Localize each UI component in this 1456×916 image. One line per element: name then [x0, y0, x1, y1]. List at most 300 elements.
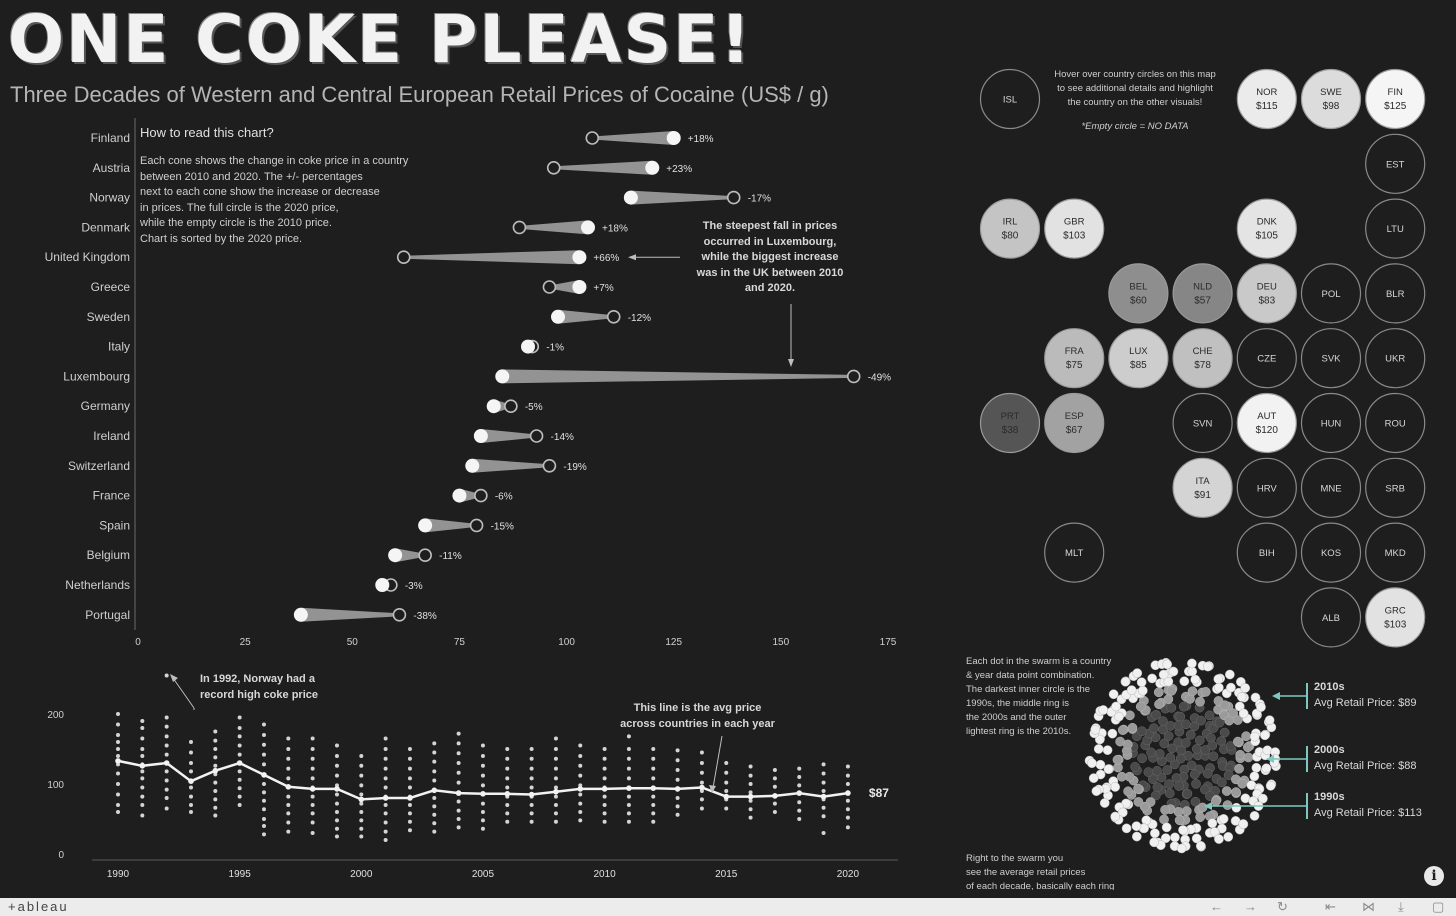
country-year-dot	[408, 776, 412, 780]
country-year-dot	[213, 764, 217, 768]
country-year-dot	[797, 800, 801, 804]
country-year-dot	[286, 795, 290, 799]
country-year-dot	[505, 811, 509, 815]
country-year-dot	[335, 744, 339, 748]
fullscreen-icon[interactable]: ▢	[1432, 899, 1445, 914]
country-year-dot	[457, 817, 461, 821]
country-code: DNK	[1256, 216, 1277, 228]
country-tile-prt[interactable]	[981, 394, 1040, 453]
swarm-dot	[1186, 730, 1195, 739]
swarm-dot	[1137, 678, 1146, 687]
country-tile-nld[interactable]	[1173, 264, 1232, 323]
country-year-dot	[286, 811, 290, 815]
swarm-dot	[1183, 789, 1192, 798]
country-year-dot	[651, 757, 655, 761]
country-year-dot	[262, 723, 266, 727]
swarm-dot	[1150, 838, 1159, 847]
average-price-point	[188, 778, 194, 784]
x-tick-label: 2010	[593, 869, 616, 880]
swarm-dot	[1234, 764, 1243, 773]
swarm-bottom-note	[966, 852, 1116, 890]
swarm-dot	[1236, 750, 1245, 759]
country-year-dot	[311, 821, 315, 825]
country-year-dot	[384, 811, 388, 815]
country-code: GRC	[1384, 605, 1406, 617]
country-tile-hrv[interactable]	[1237, 458, 1296, 517]
country-code: PRT	[1000, 411, 1020, 422]
country-year-dot	[384, 821, 388, 825]
dot-2010	[513, 221, 525, 233]
country-code: ISL	[1002, 94, 1018, 106]
country-year-dot	[262, 799, 266, 803]
dot-2020	[418, 518, 432, 532]
tableau-logo[interactable]: +ableau	[8, 899, 69, 914]
country-year-dot	[822, 781, 826, 785]
swarm-dot	[1137, 727, 1146, 736]
average-price-point	[407, 795, 413, 801]
price-change-chart	[0, 118, 905, 658]
country-tile-alb[interactable]	[1302, 588, 1361, 647]
swarm-dot	[1179, 702, 1188, 711]
decade-avg-price: Avg Retail Price: $113	[1314, 807, 1422, 819]
swarm-dot	[1187, 659, 1196, 668]
swarm-dot	[1165, 789, 1174, 798]
info-icon[interactable]: i	[1424, 866, 1444, 886]
country-label: Germany	[80, 399, 130, 414]
country-year-dot	[359, 818, 363, 822]
swarm-dot	[1180, 677, 1189, 686]
country-tile-gbr[interactable]	[1045, 199, 1104, 258]
country-tile-isl[interactable]	[981, 70, 1040, 129]
swarm-note-line: Each dot in the swarm is a country	[966, 656, 1112, 667]
country-code: KOS	[1320, 548, 1342, 560]
country-year-dot	[481, 783, 485, 787]
country-year-dot	[408, 786, 412, 790]
country-tile-lux[interactable]	[1109, 329, 1168, 388]
country-tile-bih[interactable]	[1237, 523, 1296, 582]
country-label: Denmark	[81, 220, 130, 235]
back-icon[interactable]: ←	[1210, 899, 1223, 914]
country-year-dot	[311, 803, 315, 807]
average-price-point	[140, 763, 146, 769]
country-tile-esp[interactable]	[1045, 394, 1104, 453]
swarm-dot	[1208, 819, 1217, 828]
country-year-dot	[822, 831, 826, 835]
country-year-dot	[773, 802, 777, 806]
country-circle	[981, 199, 1040, 258]
dot-2020	[474, 429, 488, 443]
average-price-point	[772, 793, 778, 799]
country-tile-mlt[interactable]	[1045, 523, 1104, 582]
swarm-dot	[1170, 833, 1179, 842]
country-year-dot	[505, 776, 509, 780]
country-year-dot	[530, 776, 534, 780]
country-circle	[1109, 264, 1168, 323]
country-tile-nor[interactable]	[1237, 70, 1296, 129]
dot-2010	[548, 162, 560, 174]
country-tile-irl[interactable]	[981, 199, 1040, 258]
country-tile-ita[interactable]	[1173, 458, 1232, 517]
country-year-dot	[359, 835, 363, 839]
country-code: UKR	[1385, 353, 1406, 365]
country-year-dot	[359, 827, 363, 831]
country-year-dot	[457, 800, 461, 804]
download-icon[interactable]: ⤓	[1398, 899, 1404, 914]
country-year-dot	[359, 793, 363, 797]
country-label: Netherlands	[65, 578, 130, 592]
country-year-dot	[384, 757, 388, 761]
country-tile-ukr[interactable]	[1366, 329, 1425, 388]
norway-arrow	[173, 678, 194, 708]
how-to-read-line: Chart is sorted by the 2020 price.	[140, 232, 303, 245]
country-year-dot	[262, 733, 266, 737]
country-tile-est[interactable]	[1366, 134, 1425, 193]
price-cone	[481, 429, 537, 443]
country-year-dot	[359, 764, 363, 768]
country-year-dot	[213, 814, 217, 818]
country-year-dot	[384, 838, 388, 842]
dot-2020	[624, 191, 638, 205]
country-year-dot	[530, 757, 534, 761]
swarm-dot	[1231, 787, 1240, 796]
country-tile-hun[interactable]	[1302, 394, 1361, 453]
country-year-dot	[140, 803, 144, 807]
country-label: United Kingdom	[44, 250, 130, 265]
country-year-dot	[651, 803, 655, 807]
swarm-dot	[1096, 760, 1105, 769]
average-price-point	[626, 785, 632, 791]
country-year-dot	[165, 674, 169, 678]
swarm-dot	[1144, 767, 1153, 776]
x-tick-label: 100	[558, 637, 575, 648]
country-year-dot	[676, 804, 680, 808]
country-label: Sweden	[86, 309, 130, 324]
country-year-dot	[165, 788, 169, 792]
annotation-line: The steepest fall in prices	[702, 220, 838, 232]
average-price-point	[602, 786, 608, 792]
country-price: $115	[1256, 101, 1278, 112]
country-year-dot	[286, 776, 290, 780]
country-year-dot	[651, 776, 655, 780]
country-code: EST	[1385, 159, 1405, 171]
country-year-dot	[432, 769, 436, 773]
country-year-dot	[335, 764, 339, 768]
swarm-dot	[1250, 732, 1259, 741]
country-year-dot	[530, 786, 534, 790]
country-year-dot	[530, 811, 534, 815]
dot-2010	[471, 519, 483, 531]
country-price: $78	[1194, 360, 1211, 372]
country-tile-srb[interactable]	[1366, 458, 1425, 517]
swarm-dot	[1239, 819, 1248, 828]
average-price-point	[286, 784, 292, 790]
change-label: +18%	[602, 223, 628, 235]
reset-icon[interactable]: ⇤	[1325, 899, 1336, 914]
country-year-dot	[335, 802, 339, 806]
revert-icon[interactable]: ↻	[1277, 899, 1288, 914]
country-year-dot	[262, 807, 266, 811]
country-year-dot	[578, 764, 582, 768]
country-year-dot	[846, 807, 850, 811]
country-year-dot	[676, 778, 680, 782]
country-tile-fin[interactable]	[1366, 70, 1425, 129]
country-circle	[1045, 329, 1104, 388]
decade-avg-price: Avg Retail Price: $89	[1314, 697, 1417, 709]
country-year-dot	[749, 782, 753, 786]
country-year-dot	[165, 796, 169, 800]
country-code: DEU	[1256, 281, 1277, 293]
dot-2010	[728, 192, 740, 204]
country-code: ITA	[1195, 475, 1210, 487]
swarm-dot	[1164, 695, 1173, 704]
average-price-point	[456, 790, 462, 796]
swarm-dot	[1177, 844, 1186, 853]
country-tile-fra[interactable]	[1045, 329, 1104, 388]
swarm-dot	[1149, 724, 1158, 733]
country-year-dot	[432, 751, 436, 755]
x-tick-label: 150	[772, 637, 790, 648]
dot-2010	[848, 370, 860, 382]
country-year-dot	[432, 760, 436, 764]
average-price-point	[310, 786, 316, 792]
change-label: -6%	[494, 491, 513, 503]
swarm-dot	[1152, 766, 1161, 775]
swarm-dot	[1108, 729, 1117, 738]
country-label: Portugal	[85, 607, 130, 622]
change-label: +7%	[593, 283, 614, 294]
country-year-dot	[457, 809, 461, 813]
country-year-dot	[846, 825, 850, 829]
country-year-dot	[262, 782, 266, 786]
country-tile-blr[interactable]	[1366, 264, 1425, 323]
swarm-dot	[1175, 816, 1184, 825]
avg-line-arrow	[713, 736, 722, 788]
country-code: HUN	[1320, 418, 1342, 430]
country-year-dot	[651, 795, 655, 799]
country-year-dot	[213, 730, 217, 734]
country-tile-mkd[interactable]	[1366, 523, 1425, 582]
country-tile-cze[interactable]	[1237, 329, 1296, 388]
country-year-dot	[335, 754, 339, 758]
country-year-dot	[651, 820, 655, 824]
swarm-dot	[1099, 705, 1108, 714]
country-year-dot	[627, 811, 631, 815]
country-year-dot	[140, 754, 144, 758]
dot-2020	[667, 131, 681, 145]
country-year-dot	[481, 764, 485, 768]
country-year-dot	[335, 793, 339, 797]
swarm-dot	[1104, 765, 1113, 774]
country-year-dot	[189, 751, 193, 755]
swarm-dot	[1091, 725, 1100, 734]
swarm-dot	[1163, 765, 1172, 774]
swarm-dot	[1265, 716, 1274, 725]
country-year-dot	[286, 747, 290, 751]
country-year-dot	[700, 781, 704, 785]
country-year-dot	[554, 767, 558, 771]
decade-swarm	[1080, 655, 1456, 855]
country-year-dot	[505, 747, 509, 751]
price-cone	[472, 459, 549, 473]
change-label: +66%	[593, 253, 620, 265]
country-year-dot	[822, 806, 826, 810]
price-cone	[558, 310, 614, 324]
country-code: BEL	[1129, 281, 1148, 293]
swarm-dot	[1136, 702, 1145, 711]
swarm-dot	[1125, 711, 1134, 720]
country-tile-dnk[interactable]	[1237, 199, 1296, 258]
country-year-dot	[384, 747, 388, 751]
country-tile-grc[interactable]	[1366, 588, 1425, 647]
country-label: Ireland	[93, 429, 130, 443]
swarm-dot	[1225, 670, 1234, 679]
swarm-dot	[1196, 813, 1205, 822]
country-price: $120	[1255, 425, 1278, 436]
country-year-dot	[481, 802, 485, 806]
x-tick-label: 125	[665, 637, 683, 648]
country-tile-che[interactable]	[1173, 329, 1232, 388]
country-year-dot	[627, 776, 631, 780]
country-label: Italy	[107, 339, 130, 354]
country-year-dot	[165, 753, 169, 757]
country-code: NOR	[1256, 87, 1278, 98]
country-tile-svn[interactable]	[1173, 394, 1232, 453]
swarm-dot	[1159, 670, 1168, 679]
country-year-dot	[213, 806, 217, 810]
country-tile-rou[interactable]	[1366, 394, 1425, 453]
luxembourg-arrowhead	[788, 359, 794, 367]
country-year-dot	[408, 803, 412, 807]
country-label: Switzerland	[67, 458, 130, 473]
swarm-dot	[1111, 812, 1120, 821]
country-year-dot	[116, 733, 120, 737]
country-year-dot	[603, 820, 607, 824]
decade-avg-price: Avg Retail Price: $88	[1314, 760, 1417, 772]
country-code: SVK	[1321, 353, 1341, 365]
average-price-point	[577, 786, 583, 792]
change-label: -5%	[524, 402, 543, 414]
x-tick-label: 50	[346, 637, 358, 648]
swarm-dot	[1089, 774, 1098, 783]
swarm-note-line: 1990s, the middle ring is	[966, 698, 1069, 709]
country-year-dot	[530, 767, 534, 771]
country-tile-bel[interactable]	[1109, 264, 1168, 323]
country-year-dot	[238, 795, 242, 799]
country-circle	[1173, 329, 1232, 388]
country-year-dot	[140, 737, 144, 741]
country-year-dot	[700, 797, 704, 801]
country-year-dot	[457, 781, 461, 785]
country-year-dot	[432, 796, 436, 800]
country-tile-pol[interactable]	[1302, 264, 1361, 323]
swarm-dot	[1262, 764, 1271, 773]
country-year-dot	[286, 821, 290, 825]
country-code: LTU	[1386, 224, 1404, 236]
country-year-dot	[238, 734, 242, 738]
country-price: $98	[1322, 101, 1340, 112]
price-cone	[404, 250, 580, 264]
country-year-dot	[165, 779, 169, 783]
average-price-point	[237, 760, 243, 766]
country-tile-ltu[interactable]	[1366, 199, 1425, 258]
price-cone	[301, 608, 400, 622]
annotation-line: was in the UK between 2010	[696, 266, 844, 279]
country-year-dot	[189, 740, 193, 744]
country-year-dot	[846, 816, 850, 820]
country-tile-kos[interactable]	[1302, 523, 1361, 582]
swarm-dot	[1211, 797, 1220, 806]
country-year-dot	[432, 779, 436, 783]
country-year-dot	[238, 744, 242, 748]
country-year-dot	[822, 772, 826, 776]
country-year-dot	[651, 747, 655, 751]
dashboard-subtitle: Three Decades of Western and Central European Retail Prices of Cocaine (US$ / g)	[10, 82, 829, 107]
country-year-dot	[603, 757, 607, 761]
swarm-dot	[1087, 759, 1096, 768]
dot-2010	[531, 430, 543, 442]
country-year-dot	[627, 757, 631, 761]
swarm-dot	[1250, 811, 1259, 820]
country-year-dot	[116, 793, 120, 797]
forward-icon[interactable]: →	[1244, 899, 1257, 914]
swarm-dot	[1111, 782, 1120, 791]
country-label: France	[92, 488, 130, 503]
annotation-line: occurred in Luxembourg,	[703, 235, 837, 248]
country-price: $83	[1258, 295, 1276, 307]
country-year-dot	[140, 726, 144, 730]
swarm-dot	[1164, 780, 1173, 789]
share-icon[interactable]: ⋈	[1362, 899, 1375, 914]
country-year-dot	[189, 769, 193, 773]
country-label: Greece	[90, 280, 130, 294]
swarm-dot	[1214, 674, 1223, 683]
average-price-point	[650, 785, 656, 791]
country-year-dot	[262, 743, 266, 747]
average-price-point	[334, 786, 340, 792]
country-year-dot	[724, 781, 728, 785]
country-year-dot	[140, 776, 144, 780]
swarm-dot	[1133, 669, 1142, 678]
swarm-dot	[1138, 686, 1147, 695]
swarm-dot	[1150, 829, 1159, 838]
swarm-dot	[1195, 697, 1204, 706]
country-tile-aut[interactable]	[1237, 394, 1296, 453]
swarm-dot	[1209, 752, 1218, 761]
x-tick-label: 75	[453, 637, 465, 648]
country-year-dot	[457, 825, 461, 829]
country-year-dot	[165, 725, 169, 729]
country-tile-deu[interactable]	[1237, 264, 1296, 323]
price-cone	[502, 369, 853, 383]
country-year-dot	[773, 768, 777, 772]
country-tile-svk[interactable]	[1302, 329, 1361, 388]
country-tile-swe[interactable]	[1302, 70, 1361, 129]
country-tile-mne[interactable]	[1302, 458, 1361, 517]
swarm-dot	[1256, 702, 1265, 711]
swarm-dot	[1181, 738, 1190, 747]
country-year-dot	[189, 810, 193, 814]
country-year-dot	[408, 820, 412, 824]
dot-2010	[586, 132, 598, 144]
country-year-dot	[140, 747, 144, 751]
europe-tile-map[interactable]	[970, 62, 1456, 657]
country-year-dot	[554, 776, 558, 780]
y-tick-label: 200	[47, 710, 64, 721]
country-price: $103	[1063, 230, 1086, 242]
country-code: NLD	[1193, 281, 1213, 293]
country-year-dot	[384, 786, 388, 790]
country-year-dot	[749, 807, 753, 811]
